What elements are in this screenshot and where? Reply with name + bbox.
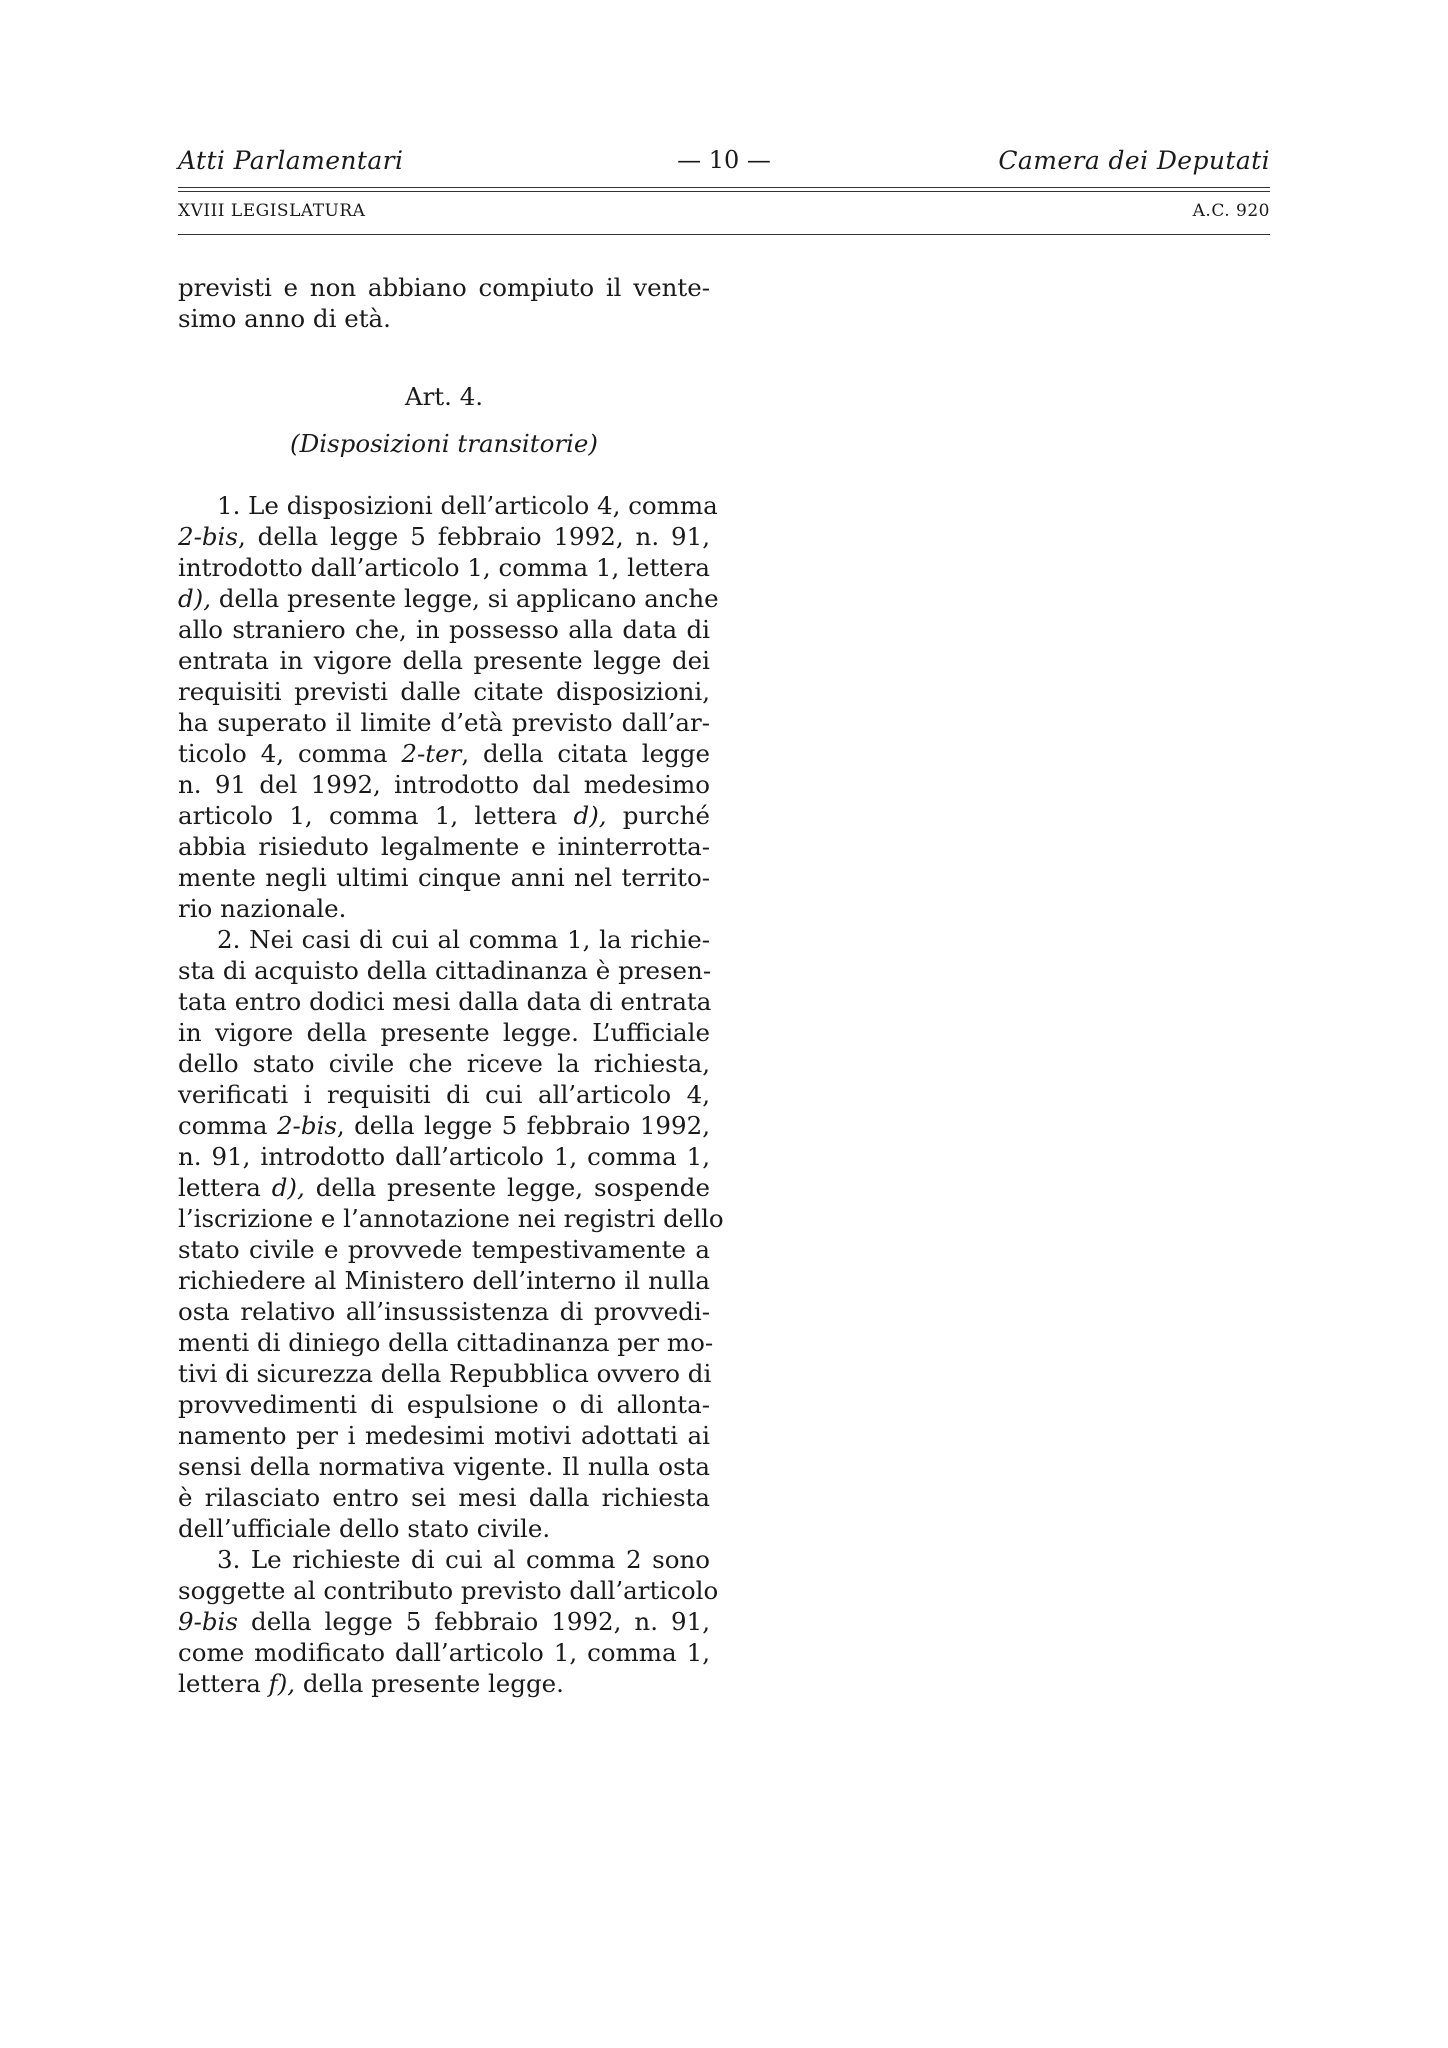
text-line: osta relativo all’insussistenza di provvedi- bbox=[178, 1297, 710, 1326]
text-line: dell’ufficiale dello stato civile. bbox=[178, 1514, 551, 1543]
header-rule-top bbox=[178, 187, 1270, 188]
text-line: l’iscrizione e l’annotazione nei registri dello bbox=[178, 1204, 724, 1233]
text-line: verificati i requisiti di cui all’articolo 4, bbox=[178, 1080, 710, 1109]
text-line bbox=[178, 583, 719, 614]
text-line: abbia risieduto legalmente e ininterrotta- bbox=[178, 832, 710, 861]
text-fragment: della presente legge, si applicano anche bbox=[211, 584, 719, 613]
italic-term: d), bbox=[271, 1173, 305, 1202]
text-fragment: della presente legge. bbox=[295, 1669, 564, 1698]
text-line: sensi della normativa vigente. Il nulla osta bbox=[178, 1452, 710, 1481]
text-line bbox=[178, 521, 710, 552]
text-line bbox=[178, 1172, 710, 1203]
text-fragment: della presente legge, sospende bbox=[304, 1173, 710, 1202]
text-fragment: purché bbox=[606, 801, 710, 830]
text-fragment: lettera bbox=[178, 1669, 269, 1698]
text-line: introdotto dall’articolo 1, comma 1, lettera bbox=[178, 553, 710, 582]
legislature-label: XVIII LEGISLATURA bbox=[178, 201, 366, 221]
header-rule-double bbox=[178, 191, 1270, 192]
comma-1 bbox=[178, 490, 724, 1699]
text-line: n. 91, introdotto dall’articolo 1, comma 1, bbox=[178, 1142, 710, 1171]
sub-header bbox=[178, 201, 1270, 225]
article-heading bbox=[178, 381, 710, 412]
text-line: sta di acquisto della cittadinanza è presen- bbox=[178, 956, 712, 985]
italic-term: d), bbox=[178, 584, 212, 613]
italic-term: 2-bis bbox=[178, 522, 238, 551]
running-header bbox=[178, 146, 1270, 182]
text-fragment: della legge 5 febbraio 1992, n. 91, bbox=[237, 1607, 710, 1636]
text-line: tivi di sicurezza della Repubblica ovvero di bbox=[178, 1359, 712, 1388]
text-line: stato civile e provvede tempestivamente a bbox=[178, 1235, 710, 1264]
text-line: dello stato civile che riceve la richiesta, bbox=[178, 1049, 710, 1078]
header-right: Camera dei Deputati bbox=[998, 146, 1270, 175]
text-line: soggette al contributo previsto dall’articolo bbox=[178, 1576, 719, 1605]
text-line: rio nazionale. bbox=[178, 894, 347, 923]
text-line: n. 91 del 1992, introdotto dal medesimo bbox=[178, 770, 710, 799]
text-line: 1. Le disposizioni dell’articolo 4, comma bbox=[217, 491, 718, 520]
text-line bbox=[178, 1668, 710, 1699]
text-line: simo anno di età. bbox=[178, 304, 391, 333]
italic-term: 9-bis bbox=[178, 1607, 238, 1636]
text-line: 2. Nei casi di cui al comma 1, la richie- bbox=[217, 925, 710, 954]
article-number: Art. 4. bbox=[404, 382, 484, 411]
italic-term: 2-bis bbox=[276, 1111, 337, 1140]
text-line: mente negli ultimi cinque anni nel territo- bbox=[178, 863, 710, 892]
italic-term: d), bbox=[573, 801, 607, 830]
text-line: entrata in vigore della presente legge dei bbox=[178, 646, 710, 675]
text-line: richiedere al Ministero dell’interno il nulla bbox=[178, 1266, 710, 1295]
intro-paragraph bbox=[178, 272, 710, 334]
header-left: Atti Parlamentari bbox=[178, 146, 404, 175]
text-fragment: , della citata legge bbox=[461, 739, 710, 768]
text-line: ha superato il limite d’età previsto dall’ar- bbox=[178, 708, 710, 737]
text-line: provvedimenti di espulsione o di allonta- bbox=[178, 1390, 710, 1419]
text-line: allo straniero che, in possesso alla data di bbox=[178, 615, 710, 644]
italic-term: f), bbox=[268, 1669, 296, 1698]
text-line: come modificato dall’articolo 1, comma 1, bbox=[178, 1638, 710, 1667]
text-line: in vigore della presente legge. L’ufficiale bbox=[178, 1018, 710, 1047]
article-title-block bbox=[178, 428, 710, 459]
act-number: A.C. 920 bbox=[1192, 201, 1270, 221]
italic-term: 2-ter bbox=[401, 739, 462, 768]
text-fragment: articolo 1, comma 1, lettera bbox=[178, 801, 574, 830]
text-line bbox=[178, 800, 710, 831]
text-line: requisiti previsti dalle citate disposizioni, bbox=[178, 677, 710, 706]
text-fragment: , della legge 5 febbraio 1992, bbox=[336, 1111, 710, 1140]
text-line: tata entro dodici mesi dalla data di entrata bbox=[178, 987, 712, 1016]
text-line: menti di diniego della cittadinanza per mo- bbox=[178, 1328, 714, 1357]
text-fragment: ticolo 4, comma bbox=[178, 739, 402, 768]
text-line: 3. Le richieste di cui al comma 2 sono bbox=[217, 1545, 710, 1574]
article-title bbox=[178, 428, 710, 459]
text-fragment: , della legge 5 febbraio 1992, n. 91, bbox=[237, 522, 710, 551]
text-line: è rilasciato entro sei mesi dalla richiesta bbox=[178, 1483, 710, 1512]
text-line: namento per i medesimi motivi adottati ai bbox=[178, 1421, 710, 1450]
text-line bbox=[178, 1606, 710, 1637]
text-fragment: lettera bbox=[178, 1173, 272, 1202]
text-fragment: comma bbox=[178, 1111, 277, 1140]
text-line bbox=[178, 738, 710, 769]
header-rule-bottom bbox=[178, 234, 1270, 235]
article-title-text: (Disposizioni transitorie) bbox=[290, 429, 598, 458]
text-line bbox=[178, 1110, 710, 1141]
text-line: previsti e non abbiano compiuto il vente- bbox=[178, 273, 710, 302]
page-number: — 10 — bbox=[677, 146, 771, 174]
